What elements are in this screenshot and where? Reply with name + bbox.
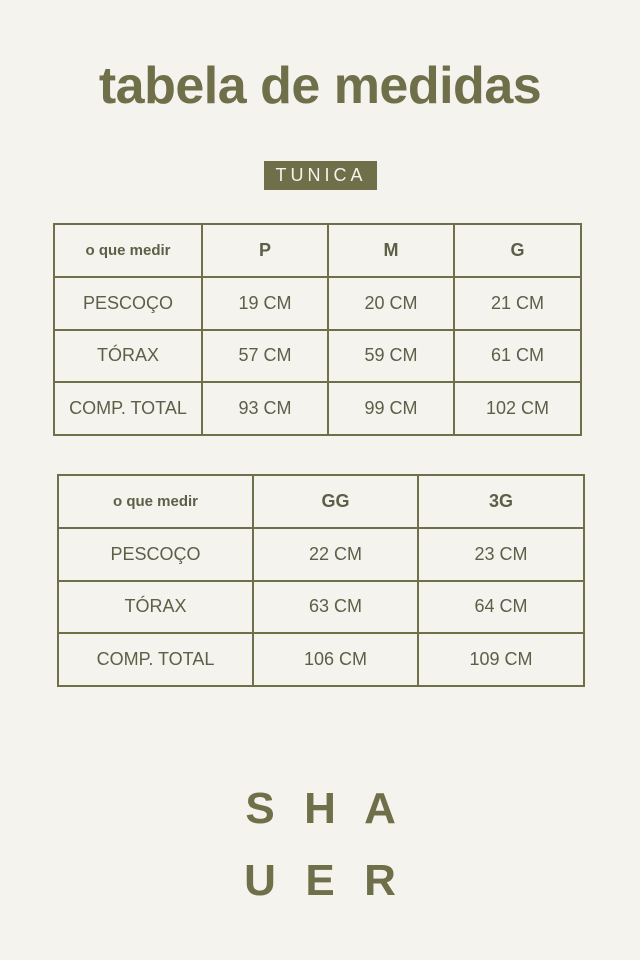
row-label-neck: PESCOÇO — [58, 528, 253, 581]
table-header-row — [58, 475, 584, 528]
row-label-chest: TÓRAX — [58, 581, 253, 634]
row-label-neck: PESCOÇO — [54, 277, 202, 330]
header-cell-size-gg: GG — [253, 475, 418, 528]
row-label-total-length: COMP. TOTAL — [54, 382, 202, 435]
header-cell-size-g: G — [454, 224, 581, 277]
product-badge: TUNICA — [264, 161, 377, 190]
brand-letter: S — [245, 784, 275, 833]
table-cell: 102 CM — [454, 382, 581, 435]
table-row — [54, 277, 581, 330]
table-cell: 63 CM — [253, 581, 418, 634]
header-cell-measure: o que medir — [58, 475, 253, 528]
table-cell: 22 CM — [253, 528, 418, 581]
table-cell: 20 CM — [328, 277, 454, 330]
brand-logo-line-2 — [0, 856, 640, 906]
table-row — [58, 633, 584, 686]
table-cell: 21 CM — [454, 277, 581, 330]
brand-letter: H — [304, 784, 336, 833]
table-cell: 61 CM — [454, 330, 581, 383]
header-cell-size-m: M — [328, 224, 454, 277]
page-title: tabela de medidas — [98, 57, 542, 115]
badge-container — [0, 161, 640, 190]
table-header-row — [54, 224, 581, 277]
table-cell: 19 CM — [202, 277, 328, 330]
row-label-chest: TÓRAX — [54, 330, 202, 383]
row-label-total-length: COMP. TOTAL — [58, 633, 253, 686]
table-row — [58, 581, 584, 634]
table-cell: 99 CM — [328, 382, 454, 435]
table-cell: 59 CM — [328, 330, 454, 383]
brand-letter: A — [364, 784, 396, 833]
table-cell: 23 CM — [418, 528, 584, 581]
table-cell: 57 CM — [202, 330, 328, 383]
table-row — [54, 382, 581, 435]
brand-logo-line-1 — [0, 784, 640, 834]
table-row — [54, 330, 581, 383]
brand-letter: R — [364, 856, 396, 905]
header-cell-size-3g: 3G — [418, 475, 584, 528]
brand-letter: U — [244, 856, 276, 905]
table-row — [58, 528, 584, 581]
size-table-gg-3g — [57, 474, 585, 687]
brand-letter: E — [305, 856, 335, 905]
size-table-p-m-g — [53, 223, 582, 436]
table-cell: 64 CM — [418, 581, 584, 634]
header-cell-size-p: P — [202, 224, 328, 277]
table-cell: 109 CM — [418, 633, 584, 686]
table-cell: 106 CM — [253, 633, 418, 686]
table-cell: 93 CM — [202, 382, 328, 435]
header-cell-measure: o que medir — [54, 224, 202, 277]
